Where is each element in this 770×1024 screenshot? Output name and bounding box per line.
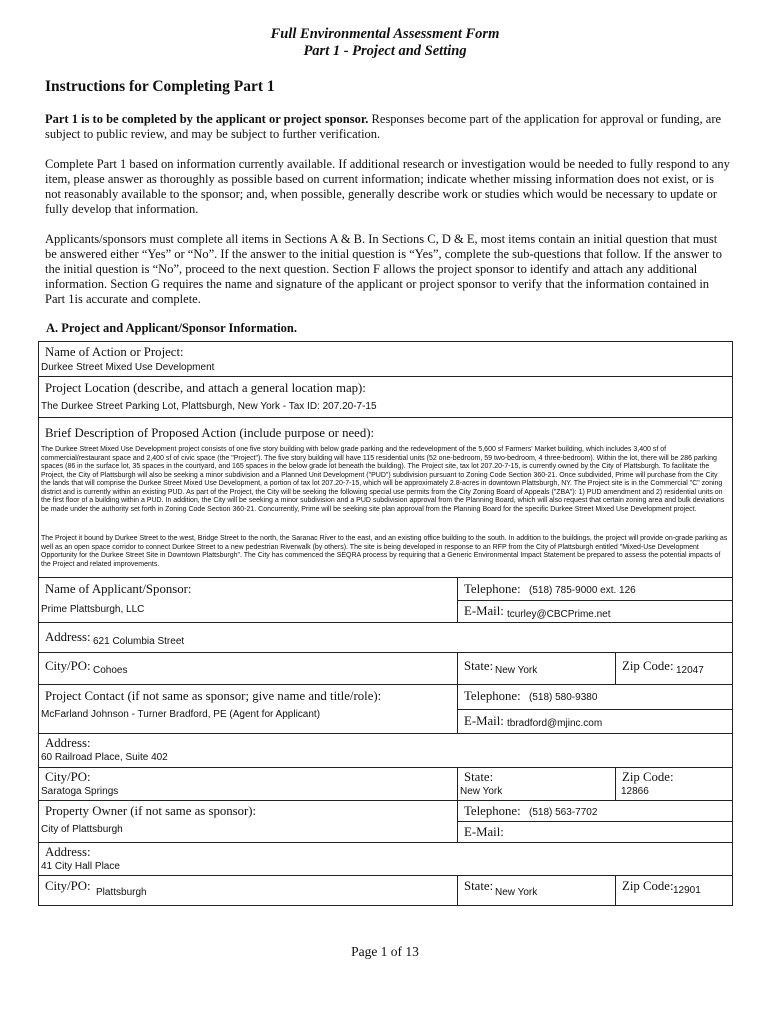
- contact-state-label: State:: [464, 770, 494, 784]
- applicant-address-value: 621 Columbia Street: [93, 636, 185, 647]
- applicant-address-label: Address:: [45, 630, 91, 644]
- instructions-paragraph-1: [45, 112, 730, 142]
- project-location-value: The Durkee Street Parking Lot, Plattsburgh, New York - Tax ID: 207.20-7-15: [41, 401, 377, 412]
- brief-description-field[interactable]: [39, 417, 732, 577]
- owner-email-field[interactable]: [457, 821, 732, 842]
- applicant-state-label: State:: [464, 659, 494, 673]
- contact-zip-value: 12866: [621, 786, 649, 797]
- owner-telephone-field[interactable]: [457, 800, 732, 821]
- owner-zip-value: 12901: [673, 885, 701, 896]
- contact-telephone-label: Telephone:: [464, 689, 521, 703]
- contact-state-field[interactable]: [457, 767, 615, 800]
- form-subtitle: Part 1 - Project and Setting: [303, 43, 467, 59]
- form-title: Full Environmental Assessment Form: [270, 26, 500, 42]
- contact-email-value: tbradford@mjinc.com: [507, 718, 603, 729]
- owner-email-label: E-Mail:: [464, 825, 504, 839]
- section-a-form: [38, 341, 733, 906]
- contact-telephone-field[interactable]: [457, 684, 732, 709]
- owner-city-value: Plattsburgh: [96, 887, 147, 898]
- instructions-heading: Instructions for Completing Part 1: [45, 78, 275, 95]
- brief-description-paragraph-1: The Durkee Street Mixed Use Development project consists of one five story building with below grade parking and the redevelopment of the 5,600 sf Farmers' Market building, which includes 3,400 sf of commercial/restaurant space and 2,400 sf of civic space (the "Project"). The five story building will have 115 residential units (52 one-bedroom, 59 two-bedroom, 4 three-bedroom). Within the lot, there will be 286 parking spaces (86 in the surface lot, 35 spaces in the courtyard, and 165 spaces in the below grade lot beneath the building). The Project site, tax lot 207.20-7-15, is currently owned by the City of Plattsburgh. To facilitate the Project, the City of Plattsburgh will also be seeking a minor subdivision and a Planned Unit Development ("PUD") subdivision pursuant to Zoning Code Section 360-21. Once subdivided, Prime will purchase from the City the lands that will comprise the Durkee Street Mixed Use Development, a portion of tax lot 207.20-7-15, which will be approximately 2.8-acres in downtown Plattsburgh, NY. The Project site is in the Commercial "C" zoning district and is currently within an existing PUD. As part of the Project, the City will be seeking the following special use permits from the City Zoning Board of Appeals ("ZBA"): 1) PUD amendment and 2) residential units on the first floor of a building within a PUD. In addition, the City will be seeking a minor subdivision and a PUD subdivision approval from the Planning Board, which will also request that certain zoning area and bulk deviations be made under the authority set forth in Zoning Code Section 360-21. Concurrently, Prime will be seeking site plan approval from the Planning Board for the specific Durkee Street Mixed Use Development project.: [41, 446, 725, 513]
- owner-state-field[interactable]: [457, 875, 615, 906]
- owner-zip-field[interactable]: [615, 875, 732, 906]
- applicant-email-label: E-Mail:: [464, 604, 504, 618]
- contact-city-label: City/PO:: [45, 770, 91, 784]
- contact-email-label: E-Mail:: [464, 714, 504, 728]
- contact-state-value: New York: [460, 786, 503, 797]
- instructions-paragraph-3: Applicants/sponsors must complete all items in Sections A & B. In Sections C, D & E, most items contain an initial question that must be answered either “Yes” or “No”. If the answer to the initial question is “Yes”, complete the sub-questions that follow. If the answer to the initial question is “No”, proceed to the next question. Section F allows the project sponsor to identify and attach any additional information. Section G requires the name and signature of the applicant or project sponsor to verify that the information contained in Part 1is accurate and complete.: [45, 232, 723, 306]
- applicant-state-field[interactable]: [457, 652, 615, 684]
- property-owner-value: City of Plattsburgh: [41, 824, 123, 835]
- brief-description-paragraph-2: The Project it bound by Durkee Street to the west, Bridge Street to the north, the Saranac River to the east, and an existing office building to the south. In addition to the buildings, the project will provide on-grade parking as well as an open space corridor to connect Durkee Street to a new pedestrian Riverwalk (by others). The site is being developed in response to an RFP from the City of Plattsburgh entitled "Mixed-Use Development Opportunity for the Durkee Street Site in Downtown Plattsburgh". The City has commenced the SEQRA process by requiring that a Generic Environmental Impact Statement be prepared to assess the potential impacts of the Project and related improvements.: [41, 535, 728, 568]
- property-owner-label: Property Owner (if not same as sponsor):: [45, 804, 257, 818]
- contact-telephone-value: (518) 580-9380: [529, 692, 598, 703]
- project-contact-label: Project Contact (if not same as sponsor; give name and title/role):: [45, 689, 382, 703]
- name-of-action-value: Durkee Street Mixed Use Development: [41, 362, 215, 373]
- name-of-action-label: Name of Action or Project:: [45, 345, 184, 359]
- project-contact-field[interactable]: [39, 684, 457, 733]
- applicant-email-value: tcurley@CBCPrime.net: [507, 609, 611, 620]
- contact-address-label: Address:: [45, 736, 91, 750]
- project-location-label: Project Location (describe, and attach a general location map):: [45, 381, 366, 395]
- applicant-name-label: Name of Applicant/Sponsor:: [45, 582, 192, 596]
- contact-city-value: Saratoga Springs: [41, 786, 119, 797]
- owner-city-label: City/PO:: [45, 879, 91, 893]
- applicant-name-value: Prime Plattsburgh, LLC: [41, 604, 145, 615]
- brief-description-label: Brief Description of Proposed Action (include purpose or need):: [45, 426, 375, 440]
- project-contact-value: McFarland Johnson - Turner Bradford, PE (Agent for Applicant): [41, 709, 321, 720]
- applicant-telephone-field[interactable]: [457, 577, 732, 600]
- project-location-field[interactable]: [39, 376, 732, 417]
- owner-address-value: 41 City Hall Place: [41, 861, 120, 872]
- owner-state-value: New York: [495, 887, 538, 898]
- instructions-paragraph-1-bold: Part 1 is to be completed by the applicant or project sponsor.: [45, 112, 369, 126]
- owner-zip-label: Zip Code:: [622, 879, 674, 893]
- owner-telephone-label: Telephone:: [464, 804, 521, 818]
- owner-state-label: State:: [464, 879, 494, 893]
- instructions-paragraph-1-text: Responses become part of the application for approval or funding, are subject to public review, and may be subject to further verification.: [45, 112, 722, 141]
- name-of-action-field[interactable]: [39, 342, 732, 376]
- applicant-zip-value: 12047: [676, 665, 704, 676]
- applicant-city-value: Cohoes: [93, 665, 128, 676]
- section-a-heading: A. Project and Applicant/Sponsor Information.: [46, 321, 297, 335]
- contact-zip-field[interactable]: [615, 767, 732, 800]
- applicant-zip-field[interactable]: [615, 652, 732, 684]
- contact-city-field[interactable]: [39, 767, 457, 800]
- applicant-city-label: City/PO:: [45, 659, 91, 673]
- owner-city-field[interactable]: [39, 875, 457, 906]
- contact-address-field[interactable]: [39, 733, 732, 767]
- contact-address-value: 60 Railroad Place, Suite 402: [41, 752, 168, 763]
- owner-address-field[interactable]: [39, 842, 732, 875]
- page-number: Page 1 of 13: [351, 944, 419, 959]
- applicant-email-field[interactable]: [457, 600, 732, 622]
- applicant-name-field[interactable]: [39, 577, 457, 622]
- owner-telephone-value: (518) 563-7702: [529, 807, 598, 818]
- instructions-paragraph-2: Complete Part 1 based on information currently available. If additional research or investigation would be needed to fully respond to any item, please answer as thoroughly as possible based on current information; indicate whether missing information does not exist, or is not reasonably available to the sponsor; and, when possible, generally describe work or studies which would be necessary to update or fully develop that information.: [45, 157, 730, 216]
- applicant-zip-label: Zip Code:: [622, 659, 674, 673]
- applicant-telephone-label: Telephone:: [464, 582, 521, 596]
- applicant-city-field[interactable]: [39, 652, 457, 684]
- applicant-state-value: New York: [495, 665, 538, 676]
- applicant-telephone-value: (518) 785-9000 ext. 126: [529, 585, 636, 596]
- applicant-address-field[interactable]: [39, 622, 732, 652]
- contact-email-field[interactable]: [457, 709, 732, 733]
- contact-zip-label: Zip Code:: [622, 770, 674, 784]
- owner-address-label: Address:: [45, 845, 91, 859]
- property-owner-field[interactable]: [39, 800, 457, 842]
